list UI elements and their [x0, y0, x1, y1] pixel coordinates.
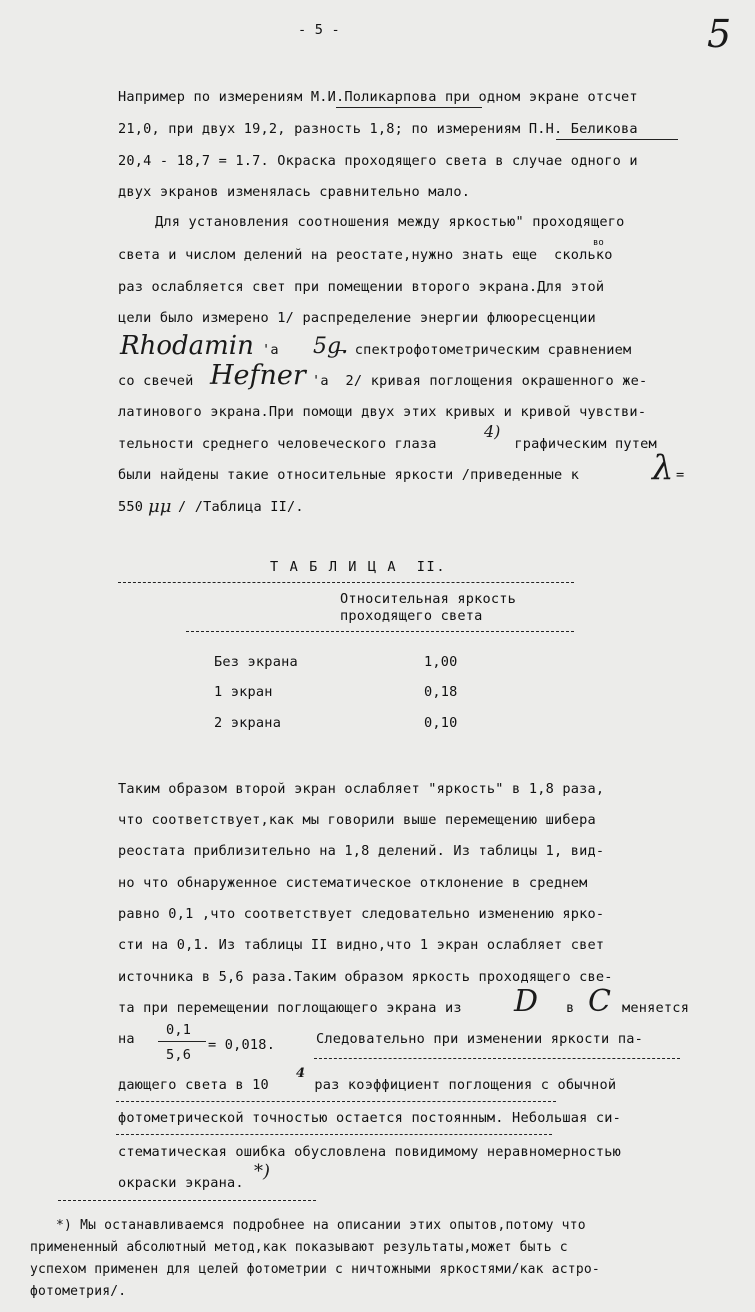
para2-text: 'а: [262, 342, 279, 358]
para1-line: 21,0, при двух 19,2, разность 1,8; по измерениям П.Н. Беликова: [118, 121, 638, 137]
handwritten-D: D: [514, 984, 539, 1019]
underline-dashed: [116, 1101, 556, 1102]
para2-line: тельности среднего человеческого глаза: [118, 436, 437, 452]
para3-line: дающего света в 10: [118, 1077, 269, 1093]
para3-line: стематическая ошибка обусловлена повидимому неравномерностью: [118, 1144, 622, 1160]
handwritten-page-number: 5: [707, 12, 732, 56]
para2-line: 'а 2/ кривая поглощения окрашенного же-: [312, 373, 648, 389]
table-row-value: 0,10: [424, 715, 458, 731]
footnote-line: *) Мы останавливаемся подробнее на описании этих опытов,потому что: [56, 1218, 586, 1233]
para3-line: но что обнаруженное систематическое отклонение в среднем: [118, 875, 588, 891]
footnote-line: примененный абсолютный метод,как показывают результаты,может быть с: [30, 1240, 568, 1255]
footnote-line: успехом применен для целей фотометрии с ничтожными яркостями/как астро-: [30, 1262, 600, 1277]
para3-line: фотометрической точностью остается постоянным. Небольшая си-: [118, 1110, 622, 1126]
para2-line: / /Таблица II/.: [178, 499, 304, 515]
para2-line: — спектрофотометрическим сравнением: [338, 342, 632, 358]
underline-polikarpov: [336, 107, 482, 108]
handwritten-hefner: Hefner: [210, 360, 306, 391]
handwritten-exponent: 4: [296, 1066, 306, 1081]
para1-line: двух экранов изменялась сравнительно мало.: [118, 184, 471, 200]
fraction-numerator: 0,1: [166, 1022, 192, 1038]
para3-line: окраски экрана.: [118, 1175, 244, 1191]
para3-line: реостата приблизительно на 1,8 делений. Из таблицы 1, вид-: [118, 843, 605, 859]
table-row-value: 0,18: [424, 684, 458, 700]
para3-text: меняется: [622, 1000, 690, 1016]
para3-text: в: [566, 1000, 575, 1016]
fraction-bar: [158, 1041, 206, 1042]
table-rule-top: [118, 582, 574, 583]
table-row-label: Без экрана: [214, 654, 298, 670]
handwritten-mu: μμ: [148, 496, 172, 517]
para2-line: латинового экрана.При помощи двух этих кривых и кривой чувстви-: [118, 404, 647, 420]
underline-belikov: [556, 139, 678, 140]
para3-line: что соответствует,как мы говорили выше перемещению шибера: [118, 812, 596, 828]
underline-dashed: [314, 1058, 680, 1059]
table-row-label: 1 экран: [214, 684, 273, 700]
handwritten-5g: 5g.: [313, 334, 349, 359]
table-row-value: 1,00: [424, 654, 458, 670]
table-column-header: проходящего света: [340, 608, 483, 624]
para3-line: Таким образом второй экран ослабляет "яркость" в 1,8 раза,: [118, 781, 605, 797]
para1-line: 20,4 - 18,7 = 1.7. Окраска проходящего света в случае одного и: [118, 153, 638, 169]
para3-line: равно 0,1 ,что соответствует следовательно изменению ярко-: [118, 906, 605, 922]
handwritten-rhodamin: Rhodamin: [120, 331, 254, 361]
para3-line: та при перемещении поглощающего экрана из: [118, 1000, 462, 1016]
para3-line: раз коэффициент поглощения с обычной: [306, 1077, 617, 1093]
para3-line: источника в 5,6 раза.Таким образом яркость проходящего све-: [118, 969, 613, 985]
fraction-denominator: 5,6: [166, 1047, 192, 1063]
para2-line: раз ослабляется свет при помещении второго экрана.Для этой: [118, 279, 605, 295]
footnote-line: фотометрия/.: [30, 1284, 127, 1299]
para3-line: Следовательно при изменении яркости па-: [316, 1031, 643, 1047]
insertion-mark: во: [593, 238, 604, 248]
handwritten-C: C: [588, 984, 611, 1019]
handwritten-ref-4: 4): [484, 422, 501, 441]
para3-text: на: [118, 1031, 135, 1047]
para2-text: 550: [118, 499, 144, 515]
table-column-header: Относительная яркость: [340, 591, 517, 607]
para2-line: Для установления соотношения между яркостью" проходящего: [155, 214, 625, 230]
underline-dashed: [116, 1134, 552, 1135]
para2-text: =: [676, 467, 685, 483]
para2-line: света и числом делений на реостате,нужно знать еще сколько: [118, 247, 613, 263]
footnote-rule: [58, 1200, 316, 1201]
para2-line: цели было измерено 1/ распределение энергии флюоресценции: [118, 310, 596, 326]
para1-line: Например по измерениям М.И.Поликарпова при одном экране отсчет: [118, 89, 638, 105]
para2-text: со свечей: [118, 373, 194, 389]
handwritten-footnote-ref: *): [254, 1161, 271, 1182]
para2-line: графическим путем: [506, 436, 657, 452]
table-row-label: 2 экрана: [214, 715, 282, 731]
para2-line: были найдены такие относительные яркости /приведенные к: [118, 467, 580, 483]
page-number: - 5 -: [298, 22, 340, 38]
para3-line: сти на 0,1. Из таблицы II видно,что 1 экран ослабляет свет: [118, 937, 605, 953]
fraction-result: = 0,018.: [208, 1037, 276, 1053]
table-rule-header: [186, 631, 574, 632]
table-title: Т А Б Л И Ц А II.: [270, 559, 447, 575]
handwritten-lambda: λ: [652, 448, 674, 488]
